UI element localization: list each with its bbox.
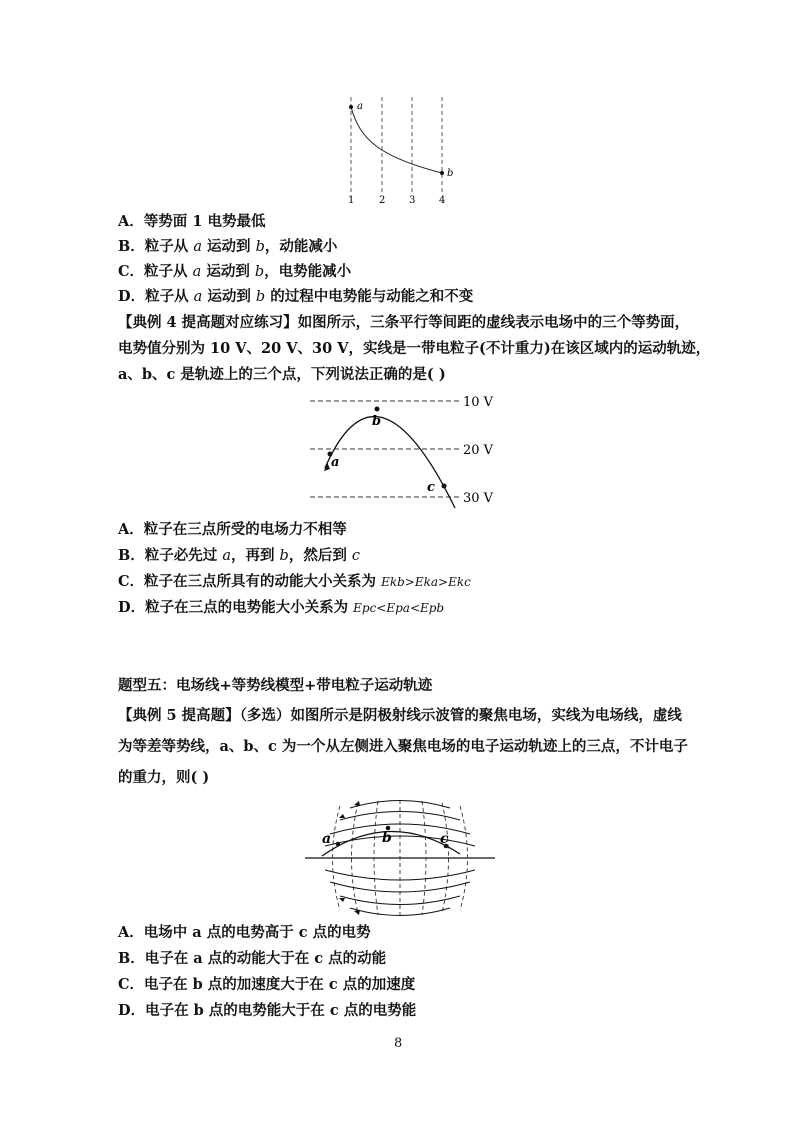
point-a-label: a [357,101,363,112]
point-a-label: a [322,831,332,847]
figure-trajectory-equipotential-lines [330,95,470,210]
trajectory-arrow [324,462,330,471]
q3-option-c: C．粒子从 a 运动到 b，电势能减小 [118,263,352,280]
point-b-dot [375,407,380,412]
q4-option-b: B．粒子必先过 a，再到 b，然后到 c [118,547,361,564]
q5-option-c: C．电子在 b 点的加速度大于在 c 点的加速度 [118,976,416,993]
label-10v: 10 V [463,395,494,410]
q5-option-a: A．电场中 a 点的电势高于 c 点的电势 [118,924,371,941]
q3-option-d: D．粒子从 a 运动到 b 的过程中电势能与动能之和不变 [118,288,474,305]
point-b-label: b [447,168,454,179]
example5-line2: 为等差等势线，a、b、c 为一个从左侧进入聚焦电场的电子运动轨迹上的三点，不计电子 [118,738,688,755]
q4-option-c: C．粒子在三点所具有的动能大小关系为 Ekb>Eka>Ekc [118,573,471,590]
page-number: 8 [394,1036,403,1051]
point-c-label: c [440,831,449,847]
example4-line2: 电势值分别为 10 V、20 V、30 V，实线是一带电粒子(不计重力)在该区域内的运动轨迹， [118,340,711,357]
q3-option-b: B．粒子从 a 运动到 b，动能减小 [118,238,338,255]
q4-option-a: A．粒子在三点所受的电场力不相等 [118,521,347,538]
axis-label-1: 1 [348,195,355,206]
figure-focusing-field [300,798,500,920]
point-a-dot [336,842,341,847]
axis-label-4: 4 [439,195,446,206]
point-a-label: a [331,455,340,470]
example4-line1: 【典例 4 提高题对应练习】如图所示，三条平行等间距的虚线表示电场中的三个等势面， [118,314,690,331]
example5-line1: 【典例 5 提高题】（多选）如图所示是阴极射线示波管的聚焦电场，实线为电场线，虚线 [118,707,682,724]
q4-option-d: D．粒子在三点的电势能大小关系为 Epc<Epa<Epb [118,599,445,616]
axis-label-2: 2 [379,195,386,206]
label-30v: 30 V [463,491,494,506]
figure-parabola-three-equipotentials [305,388,505,513]
trajectory-parabola [325,417,455,508]
q5-option-b: B．电子在 a 点的动能大于在 c 点的动能 [118,950,387,967]
example4-line3: a、b、c 是轨迹上的三个点，下列说法正确的是( ) [118,366,446,383]
point-b-label: b [372,414,382,429]
section5-title: 题型五：电场线+等势线模型+带电粒子运动轨迹 [118,678,433,694]
axis-label-3: 3 [409,195,416,206]
q5-option-d: D．电子在 b 点的电势能大于在 c 点的电势能 [118,1002,417,1019]
point-b-label: b [382,830,392,846]
point-b-dot [440,171,444,175]
trajectory-curve [351,107,442,173]
q3-option-a: A．等势面 1 电势最低 [118,213,266,230]
point-c-label: c [427,480,435,495]
point-a-dot [349,105,353,109]
example5-line3: 的重力，则( ) [118,769,210,786]
point-c-dot [442,484,447,489]
label-20v: 20 V [463,443,494,458]
